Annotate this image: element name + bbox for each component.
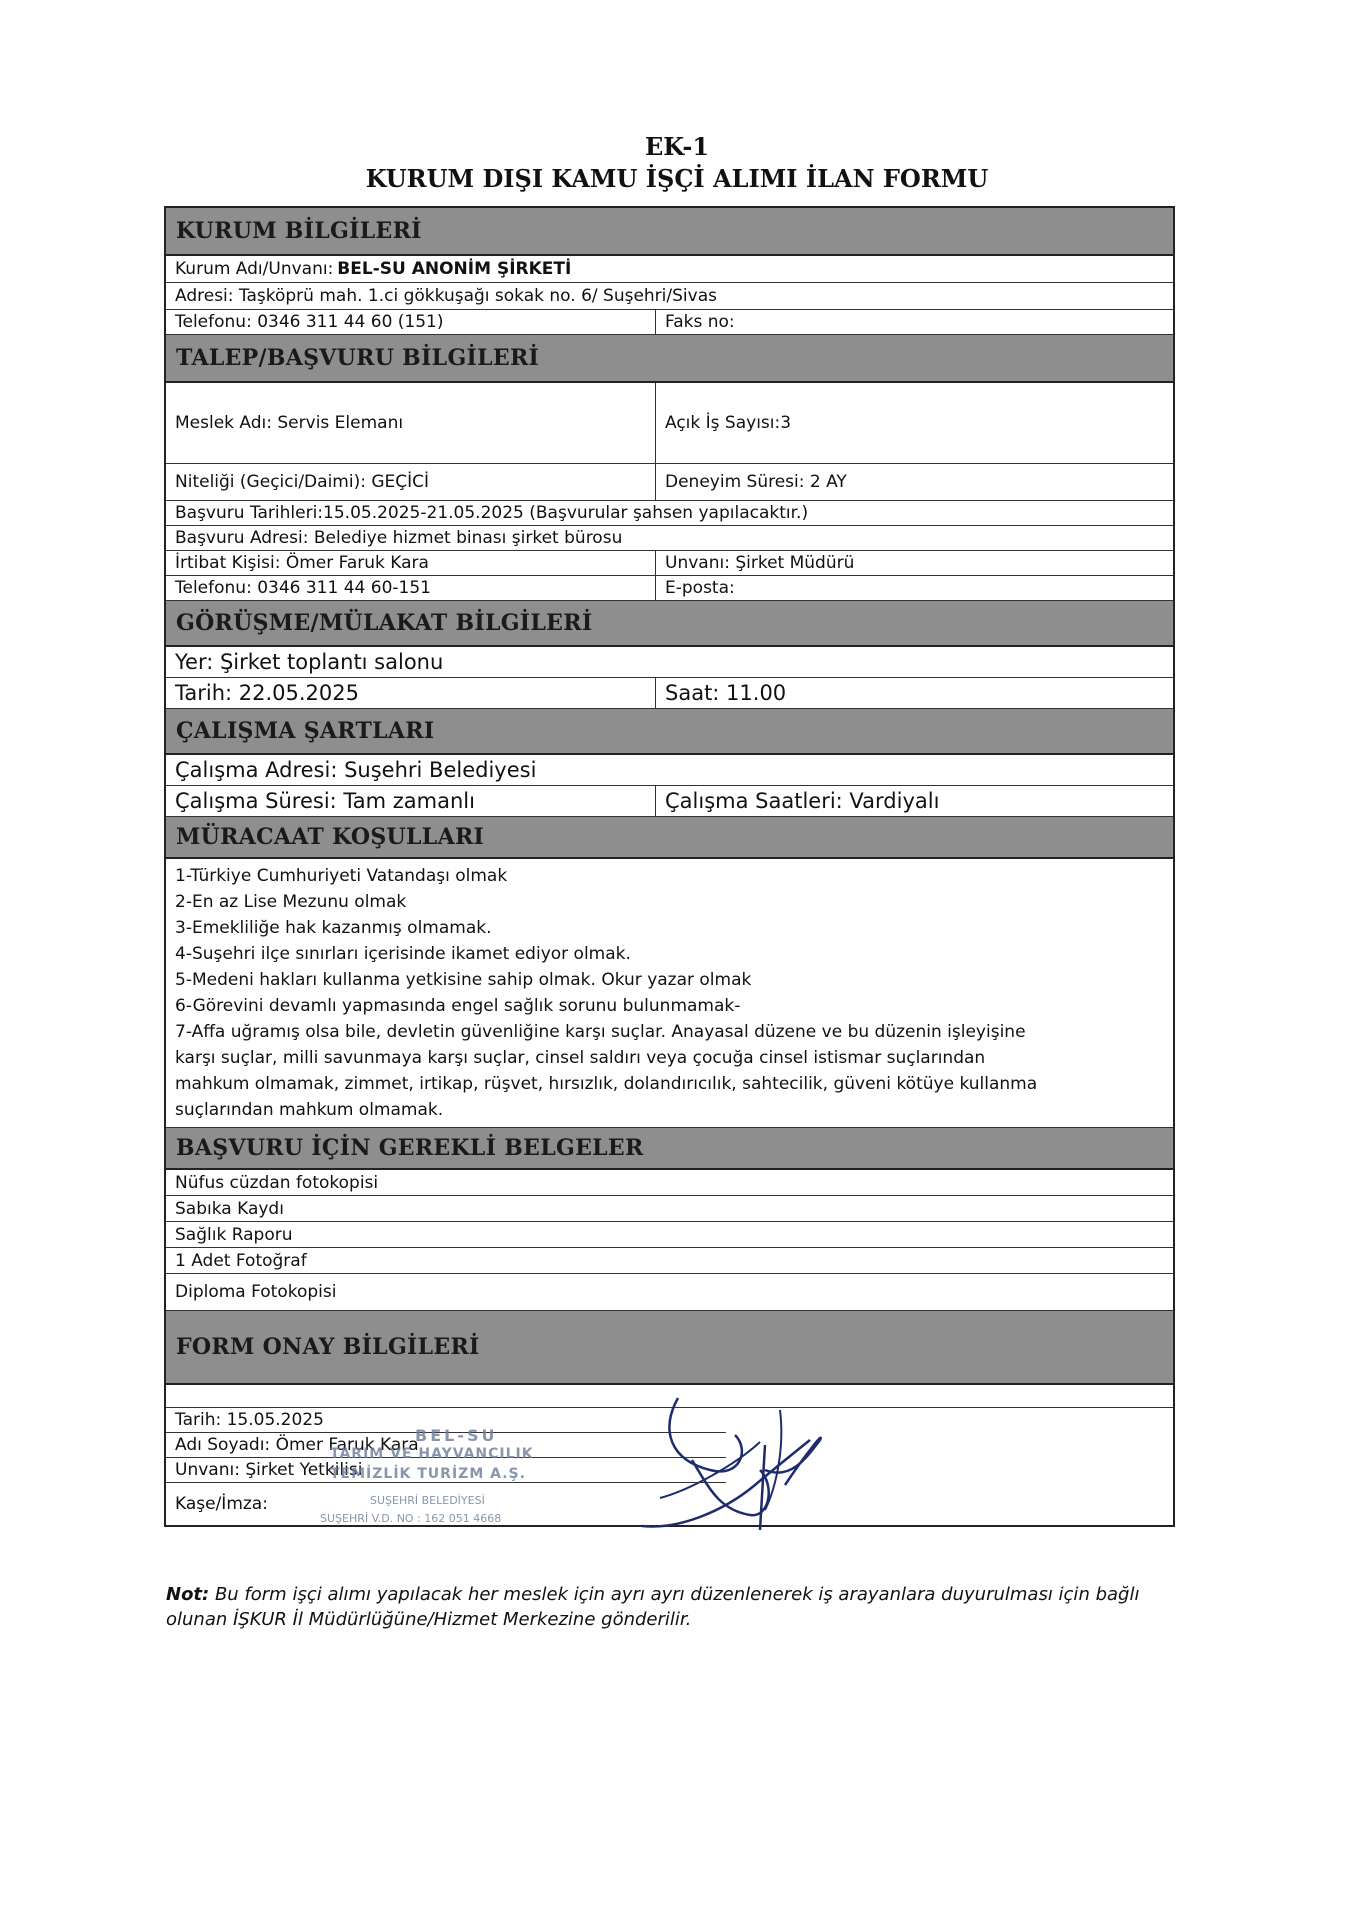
interview-place: Yer: Şirket toplantı salonu xyxy=(175,650,444,674)
section-muracaat: MÜRACAAT KOŞULLARI xyxy=(166,817,1173,859)
application-address: Başvuru Adresi: Belediye hizmet binası şirket bürosu xyxy=(175,528,623,548)
row-work-address xyxy=(166,755,1173,786)
announcement-form xyxy=(164,206,1175,1527)
contact-title: Unvanı: Şirket Müdürü xyxy=(665,553,855,573)
condition-line: 3-Emekliliğe hak kazanmış olmamak. xyxy=(175,918,492,938)
row-institution-name xyxy=(166,256,1173,283)
section-calisma: ÇALIŞMA ŞARTLARI xyxy=(166,709,1173,755)
row-address xyxy=(166,283,1173,310)
condition-line: mahkum olmamak, zimmet, irtikap, rüşvet, hırsızlık, dolandırıcılık, sahtecilik, güveni kötüye kullanma xyxy=(175,1074,1038,1094)
row-profession xyxy=(166,383,1173,464)
row-interview-date xyxy=(166,678,1173,709)
interview-time: Saat: 11.00 xyxy=(665,681,787,705)
institution-phone: Telefonu: 0346 311 44 60 (151) xyxy=(166,310,656,334)
section-kurum: KURUM BİLGİLERİ xyxy=(166,208,1173,256)
document-row xyxy=(166,1274,1173,1311)
section-belgeler: BAŞVURU İÇİN GEREKLİ BELGELER xyxy=(166,1128,1173,1170)
condition-line: 7-Affa uğramış olsa bile, devletin güvenliğine karşı suçlar. Anayasal düzene ve bu düzenin işleyişine xyxy=(175,1022,1026,1042)
document-item: 1 Adet Fotoğraf xyxy=(175,1250,307,1271)
stamp-line: TEMİZLİK TURİZM A.Ş. xyxy=(330,1466,526,1482)
work-address: Çalışma Adresi: Suşehri Belediyesi xyxy=(175,758,537,782)
document-item: Sağlık Raporu xyxy=(175,1224,293,1245)
row-contact xyxy=(166,551,1173,576)
work-duration: Çalışma Süresi: Tam zamanlı xyxy=(166,786,656,816)
conditions-list xyxy=(166,859,1173,1128)
contact-phone: Telefonu: 0346 311 44 60-151 xyxy=(166,576,656,600)
note-label: Not: xyxy=(166,1584,210,1605)
stamp-sign-label: Kaşe/İmza: xyxy=(175,1494,268,1514)
contact-email: E-posta: xyxy=(665,578,735,598)
institution-fax: Faks no: xyxy=(665,312,735,332)
row-nature xyxy=(166,464,1173,501)
application-dates: Başvuru Tarihleri:15.05.2025-21.05.2025 (Başvurular şahsen yapılacaktır.) xyxy=(175,503,809,523)
stamp-line: TARIM VE HAYVANCILIK xyxy=(330,1446,534,1462)
interview-date: Tarih: 22.05.2025 xyxy=(166,678,656,708)
work-hours: Çalışma Saatleri: Vardiyalı xyxy=(665,789,940,813)
row-phone-fax xyxy=(166,310,1173,335)
condition-line: 1-Türkiye Cumhuriyeti Vatandaşı olmak xyxy=(175,866,508,886)
row-application-address xyxy=(166,526,1173,551)
document-row xyxy=(166,1196,1173,1222)
condition-line: 2-En az Lise Mezunu olmak xyxy=(175,892,407,912)
stamp-line: SUŞEHRİ BELEDİYESİ xyxy=(370,1494,485,1507)
row-contact-phone xyxy=(166,576,1173,601)
document-row xyxy=(166,1222,1173,1248)
institution-name-value: BEL-SU ANONİM ŞİRKETİ xyxy=(337,259,572,279)
condition-line: 5-Medeni hakları kullanma yetkisine sahip olmak. Okur yazar olmak xyxy=(175,970,752,990)
signature-icon xyxy=(560,1390,860,1560)
trial-period: Deneyim Süresi: 2 AY xyxy=(665,472,847,492)
stamp-line: BEL-SU xyxy=(415,1426,498,1445)
stamp-line: SUŞEHRİ V.D. NO : 162 051 4668 xyxy=(320,1512,502,1525)
approval-date: Tarih: 15.05.2025 xyxy=(175,1410,324,1430)
section-talep: TALEP/BAŞVURU BİLGİLERİ xyxy=(166,335,1173,383)
approval-name: Adı Soyadı: Ömer Faruk Kara xyxy=(175,1435,419,1455)
document-item: Sabıka Kaydı xyxy=(175,1198,284,1219)
open-jobs: Açık İş Sayısı:3 xyxy=(665,413,792,433)
document-row xyxy=(166,1170,1173,1196)
document-item: Diploma Fotokopisi xyxy=(175,1282,337,1302)
condition-line: suçlarından mahkum olmamak. xyxy=(175,1100,444,1120)
section-onay: FORM ONAY BİLGİLERİ xyxy=(166,1311,1173,1385)
condition-line: 6-Görevini devamlı yapmasında engel sağlık sorunu bulunmamak- xyxy=(175,996,741,1016)
condition-line: karşı suçlar, milli savunmaya karşı suçlar, cinsel saldırı veya çocuğa cinsel istismar suçlarından xyxy=(175,1048,986,1068)
contact-person: İrtibat Kişisi: Ömer Faruk Kara xyxy=(166,551,656,575)
row-interview-place xyxy=(166,647,1173,678)
condition-line: 4-Suşehri ilçe sınırları içerisinde ikamet ediyor olmak. xyxy=(175,944,631,964)
section-gorusme: GÖRÜŞME/MÜLAKAT BİLGİLERİ xyxy=(166,601,1173,647)
document-item: Nüfus cüzdan fotokopisi xyxy=(175,1172,379,1193)
note-text: Bu form işçi alımı yapılacak her meslek için ayrı ayrı düzenlenerek iş arayanlara duyurulması için bağlı olunan İŞKUR İl Müdürlüğüne/Hizmet Merkezine gönderilir. xyxy=(166,1584,1140,1630)
institution-address: Adresi: Taşköprü mah. 1.ci gökkuşağı sokak no. 6/ Suşehri/Sivas xyxy=(175,286,717,306)
row-work-duration xyxy=(166,786,1173,817)
footer-note xyxy=(166,1582,1176,1632)
approval-title: Unvanı: Şirket Yetkilisi xyxy=(175,1460,363,1480)
document-row xyxy=(166,1248,1173,1274)
form-code: EK-1 xyxy=(644,132,710,161)
job-nature: Niteliği (Geçici/Daimi): GEÇİCİ xyxy=(166,464,656,500)
institution-name-label: Kurum Adı/Unvanı: xyxy=(175,259,334,279)
form-title: KURUM DIŞI KAMU İŞÇİ ALIMI İLAN FORMU xyxy=(365,164,989,193)
company-stamp xyxy=(310,1426,600,1536)
profession-name: Meslek Adı: Servis Elemanı xyxy=(166,383,656,463)
row-application-dates xyxy=(166,501,1173,526)
